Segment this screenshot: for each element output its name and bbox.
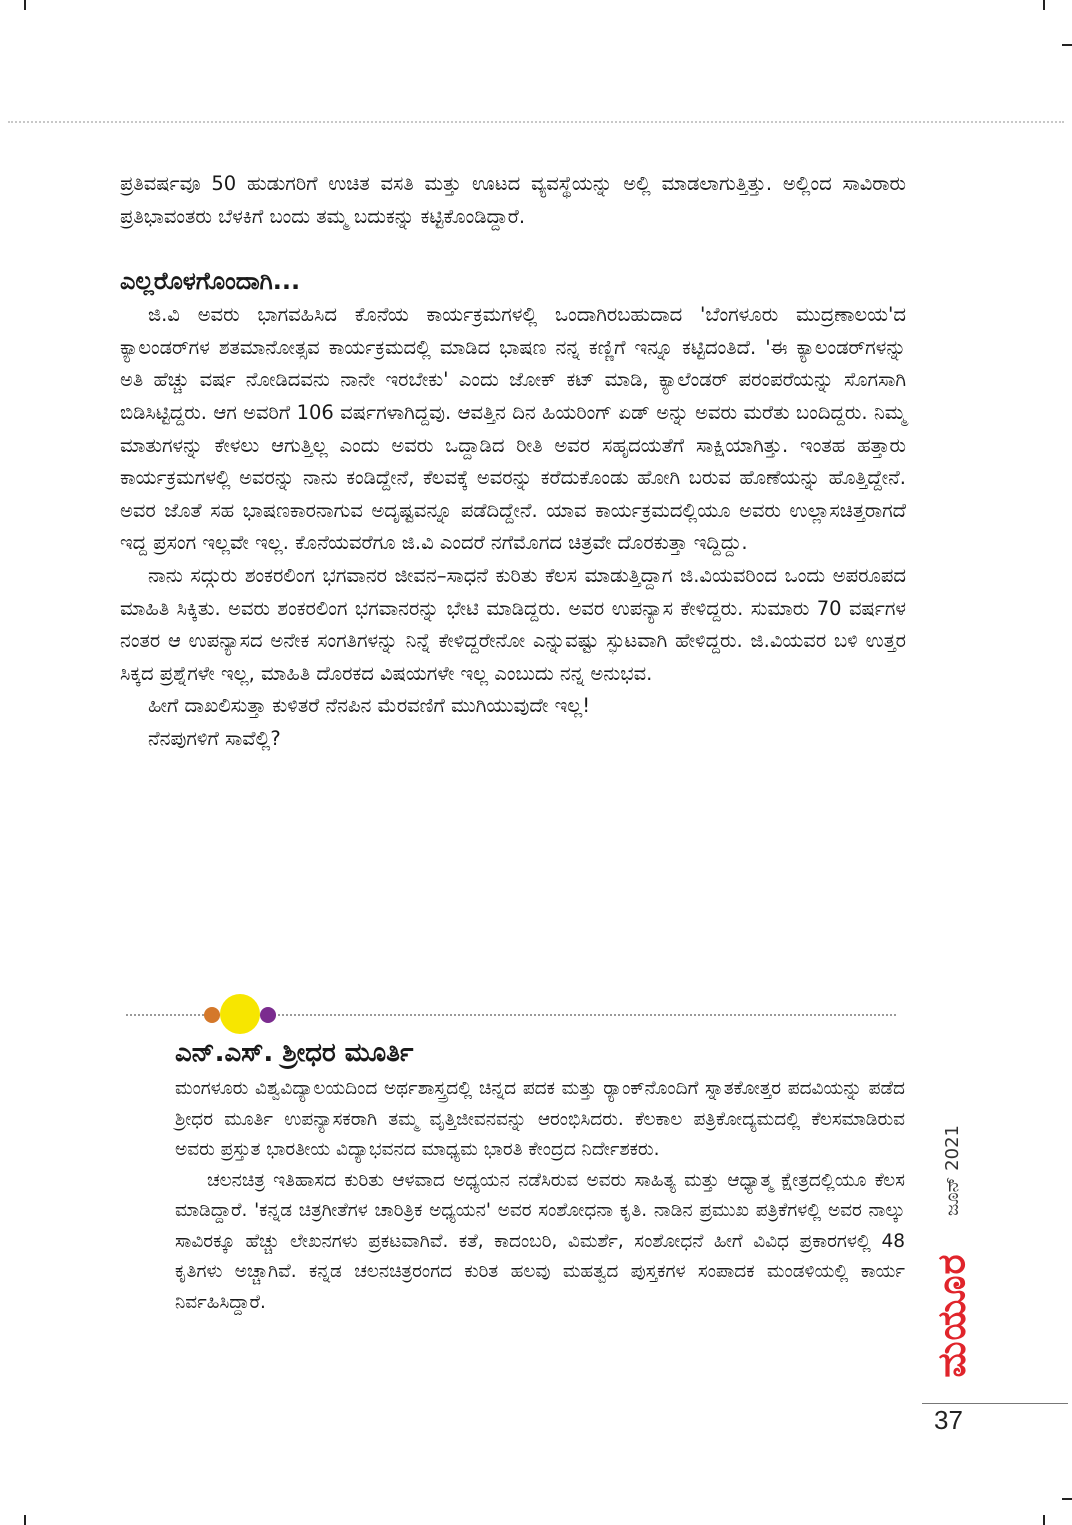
crop-mark-right-upper [1062,44,1072,46]
crop-mark-top-right [1043,0,1045,10]
body-paragraph-2: ನಾನು ಸದ್ಗುರು ಶಂಕರಲಿಂಗ ಭಗವಾನರ ಜೀವನ–ಸಾಧನೆ ಕುರಿತು ಕೆಲಸ ಮಾಡುತ್ತಿದ್ದಾಗ ಜಿ.ವಿಯವರಿಂದ ಒಂದು ಅಪರೂಪದ ಮಾಹಿತಿ ಸಿಕ್ಕಿತು. ಅವರು ಶಂಕರಲಿಂಗ ಭಗವಾನರನ್ನು ಭೇಟಿ ಮಾಡಿದ್ದರು. ಅವರ ಉಪನ್ಯಾಸ ಕೇಳಿದ್ದರು. ಸುಮಾರು 70 ವರ್ಷಗಳ ನಂತರ ಆ ಉಪನ್ಯಾಸದ ಅನೇಕ ಸಂಗತಿಗಳನ್ನು ನಿನ್ನೆ ಕೇಳಿದ್ದರೇನೋ ಎನ್ನುವಷ್ಟು ಸ್ಫುಟವಾಗಿ ಹೇಳಿದ್ದರು. ಜಿ.ವಿಯವರ ಬಳಿ ಉತ್ತರ ಸಿಕ್ಕದ ಪ್ರಶ್ನೆಗಳೇ ಇಲ್ಲ, ಮಾಹಿತಿ ದೊರಕದ ವಿಷಯಗಳೇ ಇಲ್ಲ ಎಂಬುದು ನನ್ನ ಅನುಭವ. [120,563,906,685]
author-bio [175,1074,905,1318]
intro-paragraph: ಪ್ರತಿವರ್ಷವೂ 50 ಹುಡುಗರಿಗೆ ಉಚಿತ ವಸತಿ ಮತ್ತು ಊಟದ ವ್ಯವಸ್ಥೆಯನ್ನು ಅಲ್ಲಿ ಮಾಡಲಾಗುತ್ತಿತ್ತು. ಅಲ್ಲಿಂದ ಸಾವಿರಾರು ಪ್ರತಿಭಾವಂತರು ಬೆಳಕಿಗೆ ಬಂದು ತಮ್ಮ ಬದುಕನ್ನು ಕಟ್ಟಿಕೊಂಡಿದ್ದಾರೆ. [120,172,906,228]
bio-divider [126,1007,896,1027]
divider-dot-purple [260,1007,276,1023]
divider-dot-orange [204,1007,220,1023]
article-body [120,168,906,756]
magazine-logo-vertical [926,1230,978,1400]
page-number: 37 [934,1405,963,1435]
magazine-logo: ಮಯೂರ [929,1252,974,1378]
crop-mark-right-lower [1062,1498,1072,1500]
section-heading: ಎಲ್ಲರೊಳಗೊಂದಾಗಿ... [120,267,301,296]
bio-paragraph-1: ಮಂಗಳೂರು ವಿಶ್ವವಿದ್ಯಾಲಯದಿಂದ ಅರ್ಥಶಾಸ್ತ್ರದಲ್ಲಿ ಚಿನ್ನದ ಪದಕ ಮತ್ತು ರ್‍ಯಾಂಕ್‌ನೊಂದಿಗೆ ಸ್ನಾತಕೋತ್ತರ ಪದವಿಯನ್ನು ಪಡೆದ ಶ್ರೀಧರ ಮೂರ್ತಿ ಉಪನ್ಯಾಸಕರಾಗಿ ತಮ್ಮ ವೃತ್ತಿಜೀವನವನ್ನು ಆರಂಭಿಸಿದರು. ಕೆಲಕಾಲ ಪತ್ರಿಕೋದ್ಯಮದಲ್ಲಿ ಕೆಲಸಮಾಡಿರುವ ಅವರು ಪ್ರಸ್ತುತ ಭಾರತೀಯ ವಿದ್ಯಾಭವನದ ಮಾಧ್ಯಮ ಭಾರತಿ ಕೇಂದ್ರದ ನಿರ್ದೇಶಕರು. [175,1078,905,1160]
top-dotted-rule [8,121,1064,123]
bio-paragraph-2: ಚಲನಚಿತ್ರ ಇತಿಹಾಸದ ಕುರಿತು ಆಳವಾದ ಅಧ್ಯಯನ ನಡೆಸಿರುವ ಅವರು ಸಾಹಿತ್ಯ ಮತ್ತು ಆಧ್ಯಾತ್ಮ ಕ್ಷೇತ್ರದಲ್ಲಿಯೂ ಕೆಲಸ ಮಾಡಿದ್ದಾರೆ. 'ಕನ್ನಡ ಚಿತ್ರಗೀತೆಗಳ ಚಾರಿತ್ರಿಕ ಅಧ್ಯಯನ' ಅವರ ಸಂಶೋಧನಾ ಕೃತಿ. ನಾಡಿನ ಪ್ರಮುಖ ಪತ್ರಿಕೆಗಳಲ್ಲಿ ಅವರ ನಾಲ್ಕು ಸಾವಿರಕ್ಕೂ ಹೆಚ್ಚು ಲೇಖನಗಳು ಪ್ರಕಟವಾಗಿವೆ. ಕತೆ, ಕಾದಂಬರಿ, ವಿಮರ್ಶೆ, ಸಂಶೋಧನೆ ಹೀಗೆ ವಿವಿಧ ಪ್ರಕಾರಗಳಲ್ಲಿ 48 ಕೃತಿಗಳು ಅಚ್ಚಾಗಿವೆ. ಕನ್ನಡ ಚಲನಚಿತ್ರರಂಗದ ಕುರಿತ ಹಲವು ಮಹತ್ವದ ಪುಸ್ತಕಗಳ ಸಂಪಾದಕ ಮಂಡಳಿಯಲ್ಲಿ ಕಾರ್ಯ ನಿರ್ವಹಿಸಿದ್ದಾರೆ. [175,1169,905,1313]
author-name: ಎನ್.ಎಸ್. ಶ್ರೀಧರ ಮೂರ್ತಿ [175,1038,414,1068]
divider-dot-yellow [220,994,260,1034]
crop-mark-bottom-left [24,1515,26,1525]
issue-date: ಜೂನ್ 2021 [941,1124,963,1216]
crop-mark-top-left [24,0,26,10]
crop-mark-bottom-right [1043,1515,1045,1525]
body-paragraph-3: ಹೀಗೆ ದಾಖಲಿಸುತ್ತಾ ಕುಳಿತರೆ ನೆನಪಿನ ಮೆರವಣಿಗೆ ಮುಗಿಯುವುದೇ ಇಲ್ಲ! [148,694,591,718]
body-paragraph-4: ನೆನಪುಗಳಿಗೆ ಸಾವೆಲ್ಲಿ? [148,726,281,750]
body-paragraph-1: ಜಿ.ವಿ ಅವರು ಭಾಗವಹಿಸಿದ ಕೊನೆಯ ಕಾರ್ಯಕ್ರಮಗಳಲ್ಲಿ ಒಂದಾಗಿರಬಹುದಾದ 'ಬೆಂಗಳೂರು ಮುದ್ರಣಾಲಯ'ದ ಕ್ಯಾಲಂಡರ್‌ಗಳ ಶತಮಾನೋತ್ಸವ ಕಾರ್ಯಕ್ರಮದಲ್ಲಿ ಮಾಡಿದ ಭಾಷಣ ನನ್ನ ಕಣ್ಣಿಗೆ ಇನ್ನೂ ಕಟ್ಟಿದಂತಿದೆ. 'ಈ ಕ್ಯಾಲಂಡರ್‌ಗಳನ್ನು ಅತಿ ಹೆಚ್ಚು ವರ್ಷ ನೋಡಿದವನು ನಾನೇ ಇರಬೇಕು' ಎಂದು ಜೋಕ್ ಕಟ್ ಮಾಡಿ, ಕ್ಯಾಲೆಂಡರ್ ಪರಂಪರೆಯನ್ನು ಸೊಗಸಾಗಿ ಬಿಡಿಸಿಟ್ಟಿದ್ದರು. ಆಗ ಅವರಿಗೆ 106 ವರ್ಷಗಳಾಗಿದ್ದವು. ಆವತ್ತಿನ ದಿನ ಹಿಯರಿಂಗ್ ಏಡ್ ಅನ್ನು ಅವರು ಮರೆತು ಬಂದಿದ್ದರು. ನಿಮ್ಮ ಮಾತುಗಳನ್ನು ಕೇಳಲು ಆಗುತ್ತಿಲ್ಲ ಎಂದು ಅವರು ಒದ್ದಾಡಿದ ರೀತಿ ಅವರ ಸಹೃದಯತೆಗೆ ಸಾಕ್ಷಿಯಾಗಿತ್ತು. ಇಂತಹ ಹತ್ತಾರು ಕಾರ್ಯಕ್ರಮಗಳಲ್ಲಿ ಅವರನ್ನು ನಾನು ಕಂಡಿದ್ದೇನೆ, ಕೆಲವಕ್ಕೆ ಅವರನ್ನು ಕರೆದುಕೊಂಡು ಹೋಗಿ ಬರುವ ಹೊಣೆಯನ್ನು ಹೊತ್ತಿದ್ದೇನೆ. ಅವರ ಜೊತೆ ಸಹ ಭಾಷಣಕಾರನಾಗುವ ಅದೃಷ್ಟವನ್ನೂ ಪಡೆದಿದ್ದೇನೆ. ಯಾವ ಕಾರ್ಯಕ್ರಮದಲ್ಲಿಯೂ ಅವರು ಉಲ್ಲಾಸಚಿತ್ತರಾಗದೆ ಇದ್ದ ಪ್ರಸಂಗ ಇಲ್ಲವೇ ಇಲ್ಲ. ಕೊನೆಯವರೆಗೂ ಜಿ.ವಿ ಎಂದರೆ ನಗೆಮೊಗದ ಚಿತ್ರವೇ ದೊರಕುತ್ತಾ ಇದ್ದಿದ್ದು. [120,303,906,555]
issue-date-vertical [934,1110,970,1230]
page-number-rule [922,1403,1068,1404]
